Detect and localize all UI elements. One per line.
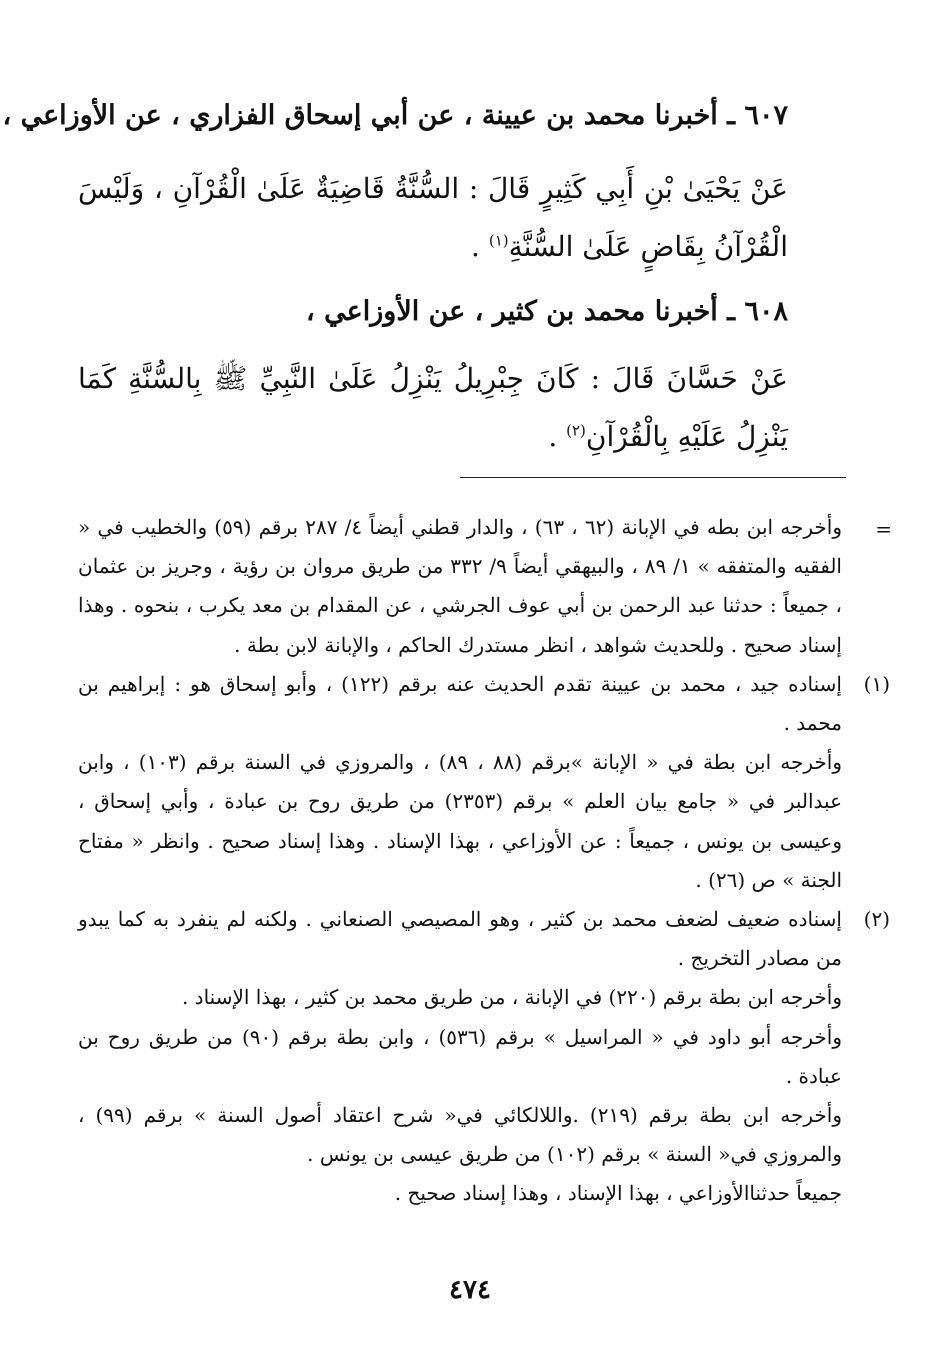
hadith-607-body: عَنْ يَحْيَىٰ بْنِ أَبِي كَثِيرٍ قَالَ : السُّنَّةُ قَاضِيَةٌ عَلَىٰ الْقُرْآنِ ، وَلَيْسَ الْقُرْآنُ بِقَاضٍ عَلَىٰ السُّنَّةِ — [78, 172, 788, 263]
footnote-2 — [78, 900, 890, 1214]
footnote-separator — [460, 477, 846, 478]
footnote-1 — [78, 665, 890, 900]
footnotes — [78, 508, 892, 1214]
footnote-ref-1[interactable]: (١) — [488, 231, 509, 250]
continuation-text: وأخرجه ابن بطه في الإبانة (٦٢ ، ٦٣) ، والدار قطني أيضاً ٤/ ٢٨٧ برقم (٥٩) والخطيب في « الفقيه والمتفقه » ١/ ٨٩ ، والبيهقي أيضاً ٩/ ٣٣٢ من طريق مروان بن رؤية ، وجريز بن عثمان ، جميعاً : حدثنا عبد الرحمن بن أبي عوف الجرشي ، عن المقدام بن معد يكرب ، بنحوه . وهذا إسناد صحيح . وللحديث شواهد ، انظر مستدرك الحاكم ، والإبانة لابن بطة . — [78, 515, 842, 657]
hadith-608-text — [78, 350, 788, 466]
hadith-607-end: . — [471, 230, 489, 263]
footnote-2-mark: (٢) — [863, 907, 890, 932]
hadith-607-heading: ٦٠٧ ـ أخبرنا محمد بن عيينة ، عن أبي إسحاق الفزاري ، عن الأوزاعي ، — [2, 100, 788, 131]
footnote-1-mark: (١) — [863, 671, 890, 696]
hadith-608-heading: ٦٠٨ ـ أخبرنا محمد بن كثير ، عن الأوزاعي ، — [306, 296, 788, 327]
footnote-1-para-2: وأخرجه ابن بطة في « الإبانة »برقم (٨٨ ، ٨٩) ، والمروزي في السنة برقم (١٠٣) ، وابن عبدالبر في « جامع بيان العلم » برقم (٢٣٥٣) من طريق روح بن عبادة ، وأبي إسحاق ، وعيسى بن يونس ، جميعاً : عن الأوزاعي ، بهذا الإسناد . وهذا إسناد صحيح . وانظر « مفتاح الجنة » ص (٢٦) . — [78, 750, 843, 892]
footnote-continuation — [78, 508, 892, 665]
footnote-2-para-1: إسناده ضعيف لضعف محمد بن كثير ، وهو المصيصي الصنعاني . ولكنه لم ينفرد به كما يبدو من مصادر التخريج . — [78, 907, 842, 971]
footnote-2-para-3: وأخرجه أبو داود في « المراسيل » برقم (٥٣٦) ، وابن بطة برقم (٩٠) من طريق روح بن عبادة . — [78, 1024, 842, 1088]
hadith-608-body: عَنْ حَسَّانَ قَالَ : كَانَ جِبْرِيلُ يَنْزِلُ عَلَىٰ النَّبِيِّ ﷺ بِالسُّنَّةِ كَمَا يَنْزِلُ عَلَيْهِ بِالْقُرْآنِ — [78, 362, 788, 453]
footnote-2-para-4: وأخرجه ابن بطة برقم (٢١٩) .واللالكائي في« شرح اعتقاد أصول السنة » برقم (٩٩) ، والمروزي في« السنة » برقم (١٠٢) من طريق عيسى بن يونس . — [78, 1103, 842, 1167]
footnote-2-para-2: وأخرجه ابن بطة برقم (٢٢٠) في الإبانة ، من طريق محمد بن كثير ، بهذا الإسناد . — [181, 985, 842, 1010]
footnote-1-para-1: إسناده جيد ، محمد بن عيينة تقدم الحديث عنه برقم (١٢٢) ، وأبو إسحاق هو : إبراهيم بن محمد . — [78, 671, 842, 736]
footnote-2-para-5: جميعاً حدثناالأوزاعي ، بهذا الإسناد ، وهذا إسناد صحيح . — [394, 1181, 842, 1206]
hadith-607-text — [78, 160, 788, 276]
footnote-ref-2[interactable]: (٢) — [566, 421, 586, 440]
hadith-608-end: . — [548, 420, 567, 453]
continuation-mark: = — [875, 517, 892, 541]
page-number: ٤٧٤ — [449, 1275, 491, 1305]
